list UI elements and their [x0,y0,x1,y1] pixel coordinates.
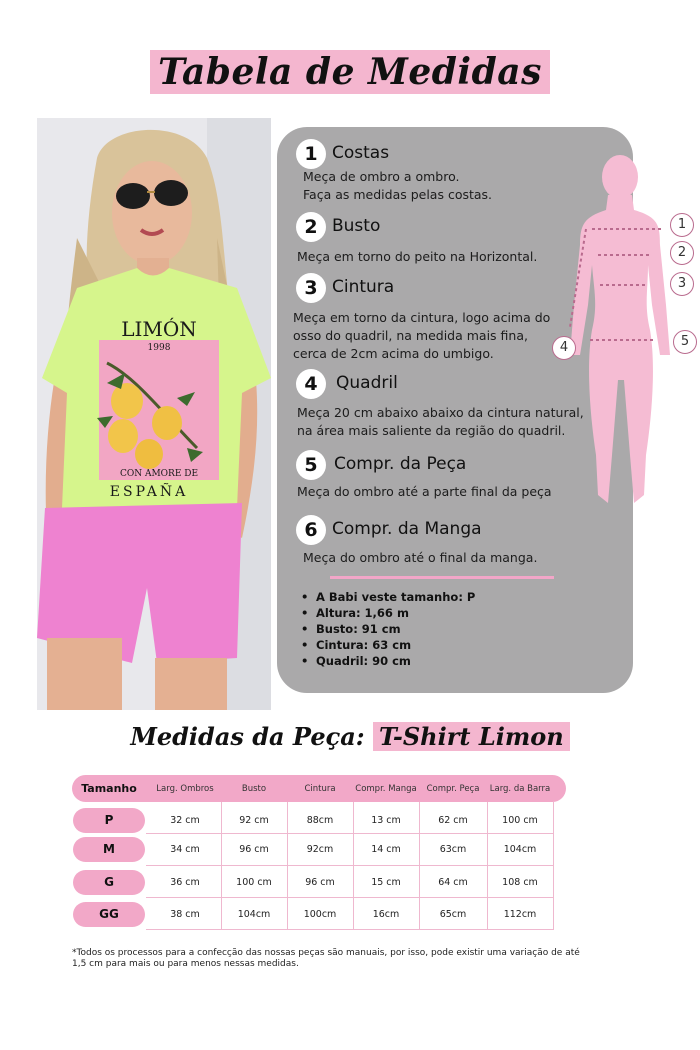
figure-marker-2: 2 [670,241,694,265]
page-title-wrap [0,50,700,94]
table-cell: 96 cm [239,844,269,855]
header-compr-manga: Compr. Manga [355,783,417,794]
table-cell: 65cm [439,909,467,920]
step-3-desc-line: osso do quadril, na medida mais fina, [293,328,528,343]
step-5-title: Compr. da Peça [334,454,467,474]
step-1-desc-line: Faça as medidas pelas costas. [303,187,493,202]
step-3-desc-line: Meça em torno da cintura, logo acima do [293,310,551,325]
table-subtitle [0,722,700,751]
step-6-desc-line: Meça do ombro até o final da manga. [303,550,538,565]
step-6-title: Compr. da Manga [332,519,482,539]
step-6-desc [303,549,537,567]
model-fact: • Altura: 1,66 m [296,605,475,621]
step-4-number: 4 [296,369,326,399]
table-cell: 15 cm [371,877,401,888]
table-cell: 34 cm [170,844,200,855]
footnote-line: 1,5 cm para mais ou para menos nessas medidas. [72,959,299,969]
step-4-desc-line: na área mais saliente da região do quadril. [297,423,566,438]
subtitle-prefix: Medidas da Peça: [130,722,365,751]
figure-marker-1: 1 [670,213,694,237]
step-5-desc [297,483,552,501]
table-cell: 32 cm [170,815,200,826]
step-4-title: Quadril [336,373,398,393]
step-1-number: 1 [296,139,326,169]
table-cell: 104cm [503,844,537,855]
step-1-desc [303,168,492,204]
tshirt-print-bottom2: ESPAÑA [109,484,189,500]
footnote [72,948,642,970]
model-fact: • Cintura: 63 cm [296,637,475,653]
model-facts-list [296,589,475,669]
step-6-number: 6 [296,515,326,545]
table-cell: 96 cm [305,877,335,888]
footnote-line: *Todos os processos para a confecção das nossas peças são manuais, por isso, pode existir uma variação de até [72,948,580,958]
divider-line [330,576,554,579]
figure-marker-5: 5 [673,330,697,354]
step-4-desc-line: Meça 20 cm abaixo abaixo da cintura natural, [297,405,584,420]
step-2-desc [297,248,537,266]
table-cell: 38 cm [170,909,200,920]
figure-marker-3: 3 [670,272,694,296]
table-cell: 36 cm [170,877,200,888]
step-3-title: Cintura [332,277,395,297]
table-cell: 108 cm [502,877,538,888]
header-compr-peca: Compr. Peça [426,783,480,794]
step-2-desc-line: Meça em torno do peito na Horizontal. [297,249,538,264]
table-grid-line [146,929,554,930]
table-cell: 100cm [303,909,337,920]
tshirt-print-top: LIMÓN [121,317,197,341]
step-3-desc-line: cerca de 2cm acima do umbigo. [293,346,494,361]
header-larg-barra: Larg. da Barra [489,783,551,794]
table-cell: 100 cm [236,877,272,888]
step-3-desc [293,309,550,363]
table-cell: 16cm [372,909,400,920]
table-cell: 62 cm [438,815,468,826]
table-cell: 88cm [306,815,334,826]
size-label-p: P [73,808,145,833]
step-5-number: 5 [296,450,326,480]
header-busto: Busto [241,783,267,794]
model-fact: • Busto: 91 cm [296,621,475,637]
table-cell: 92cm [306,844,334,855]
subtitle-product: T-Shirt Limon [373,722,570,751]
table-cell: 92 cm [239,815,269,826]
header-cintura: Cintura [304,783,336,794]
step-5-desc-line: Meça do ombro até a parte final da peça [297,484,552,499]
table-cell: 14 cm [371,844,401,855]
table-cell: 64 cm [438,877,468,888]
tshirt-print-bottom1: CON AMORE DE [119,469,199,479]
size-label-m: M [73,837,145,862]
table-cell: 100 cm [502,815,538,826]
step-2-title: Busto [332,216,381,236]
model-fact: • Quadril: 90 cm [296,653,475,669]
step-1-desc-line: Meça de ombro a ombro. [303,169,460,184]
size-label-g: G [73,870,145,895]
table-cell: 104cm [237,909,271,920]
step-1-title: Costas [332,143,390,163]
table-grid-line [553,802,554,930]
model-fact: • A Babi veste tamanho: P [296,589,475,605]
figure-marker-4: 4 [552,336,576,360]
table-cell: 112cm [503,909,537,920]
table-cell: 63cm [439,844,467,855]
tshirt-print-year: 1998 [147,343,171,353]
table-grid-line [146,897,554,898]
model-photo [37,118,271,710]
table-cell: 13 cm [371,815,401,826]
size-label-gg: GG [73,902,145,927]
header-tamanho: Tamanho [81,781,137,795]
model-illustration [37,118,271,710]
step-4-desc [297,404,584,440]
table-grid-line [146,865,554,866]
page-title: Tabela de Medidas [150,50,550,94]
header-larg-ombros: Larg. Ombros [156,783,214,794]
step-3-number: 3 [296,273,326,303]
step-2-number: 2 [296,212,326,242]
